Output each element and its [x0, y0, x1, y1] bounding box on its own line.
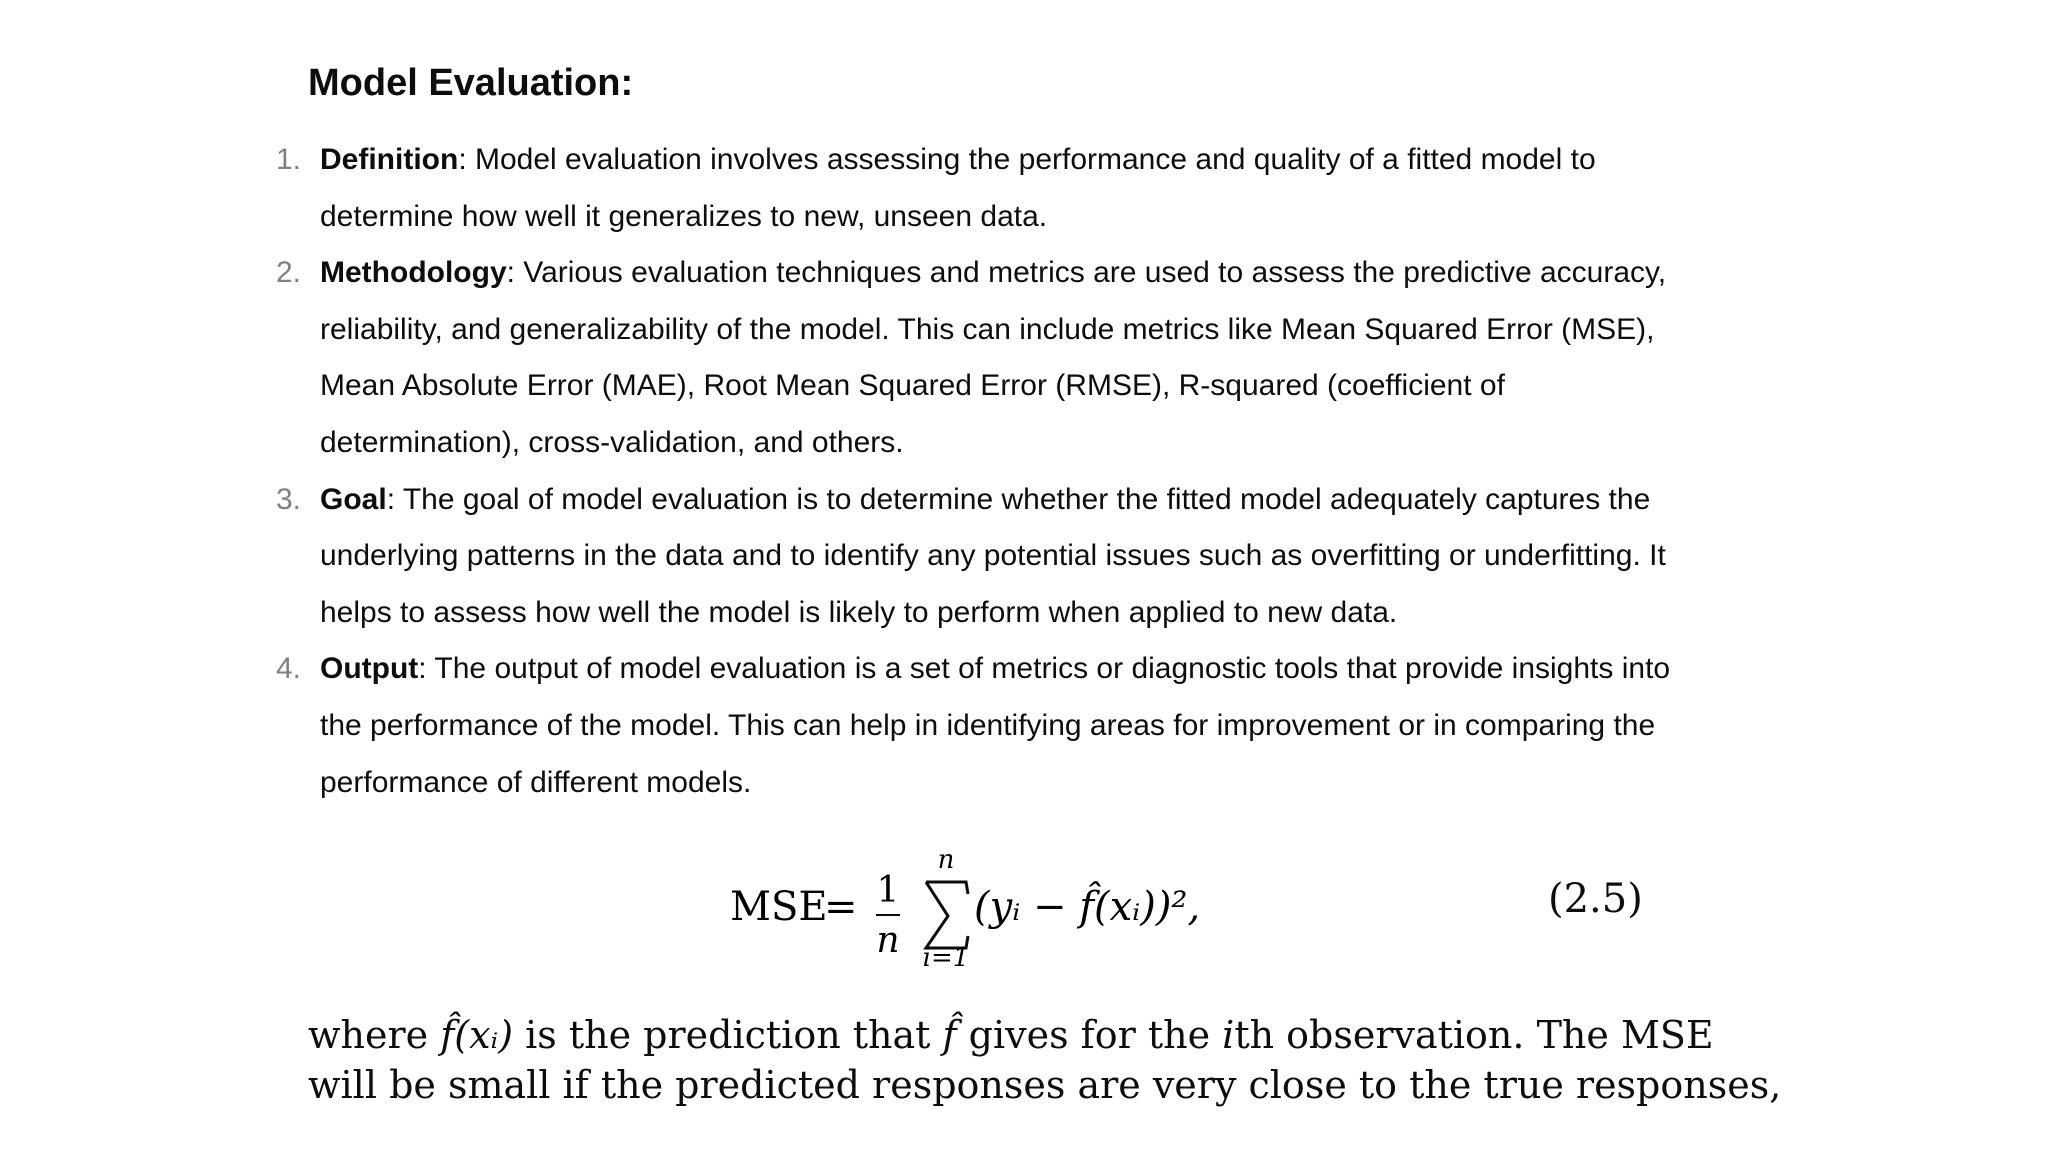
list-item-goal [0, 472, 2048, 642]
list-item-term: Goal [320, 482, 387, 516]
mse-formula [720, 840, 1280, 970]
list-item-output [0, 641, 2048, 811]
text-segment: gives for the [956, 1013, 1223, 1057]
text-segment: is the prediction that [513, 1013, 943, 1057]
list-item-text: : The goal of model evaluation is to determine whether the fitted model adequately captures the underlying patterns in the data and to identify any potential issues such as overfitting or underfitting. It helps to assess how well the model is likely to perform when applied to new data. [320, 482, 1666, 629]
equation-lhs: MSE [730, 884, 828, 930]
list-item-methodology [0, 245, 2048, 471]
equation-body: (yᵢ − f̂(xᵢ))², [974, 884, 1201, 930]
sum-lower-limit: i=1 [922, 943, 970, 970]
math-inline: f̂(xᵢ) [440, 1013, 514, 1057]
list-item-term: Methodology [320, 256, 507, 290]
sum-upper-limit: n [937, 845, 955, 875]
evaluation-list [0, 132, 2048, 811]
list-item-text: : Model evaluation involves assessing the performance and quality of a fitted model to determine how well it generalizes to new, unseen data. [320, 143, 1596, 233]
fraction-numerator: 1 [876, 870, 900, 911]
list-number: 1. [276, 143, 302, 176]
list-number: 3. [276, 482, 302, 516]
math-inline: f̂ [942, 1013, 957, 1057]
text-segment: where [308, 1013, 441, 1057]
list-item-body [320, 132, 1710, 245]
equation-equals: = [824, 884, 858, 930]
equation-number: (2.5) [1548, 876, 1643, 922]
math-inline: i [1222, 1013, 1235, 1057]
list-item-term: Definition [320, 143, 459, 176]
list-item-term: Output [320, 652, 419, 686]
section-heading: Model Evaluation: [308, 62, 634, 104]
paper-line-2: will be small if the predicted responses are very close to the true responses, [308, 1063, 1782, 1107]
fraction-denominator: n [876, 920, 900, 961]
list-item-definition [0, 132, 2048, 245]
paper-line-1 [308, 1010, 1714, 1060]
summation-icon [926, 882, 968, 948]
list-number: 4. [276, 652, 302, 686]
list-item-body [320, 245, 1710, 471]
paper-paragraph [308, 1010, 1782, 1110]
list-item-body [320, 472, 1710, 642]
list-item-text: : The output of model evaluation is a set of metrics or diagnostic tools that provide insights into the performance of the model. This can help in identifying areas for improvement or in comparing the performance of different models. [320, 652, 1671, 799]
list-number: 2. [276, 256, 302, 290]
list-item-text: : Various evaluation techniques and metrics are used to assess the predictive accuracy, reliability, and generalizability of the model. This can include metrics like Mean Squared Error (MSE), Mean Absolute Error (MAE), Root Mean Squared Error (RMSE), R-squared (coefficient of determination), cross-validation, and others. [320, 256, 1667, 459]
list-item-body [320, 641, 1710, 811]
text-segment: th observation. The MSE [1234, 1013, 1714, 1057]
mse-equation [0, 840, 2048, 970]
